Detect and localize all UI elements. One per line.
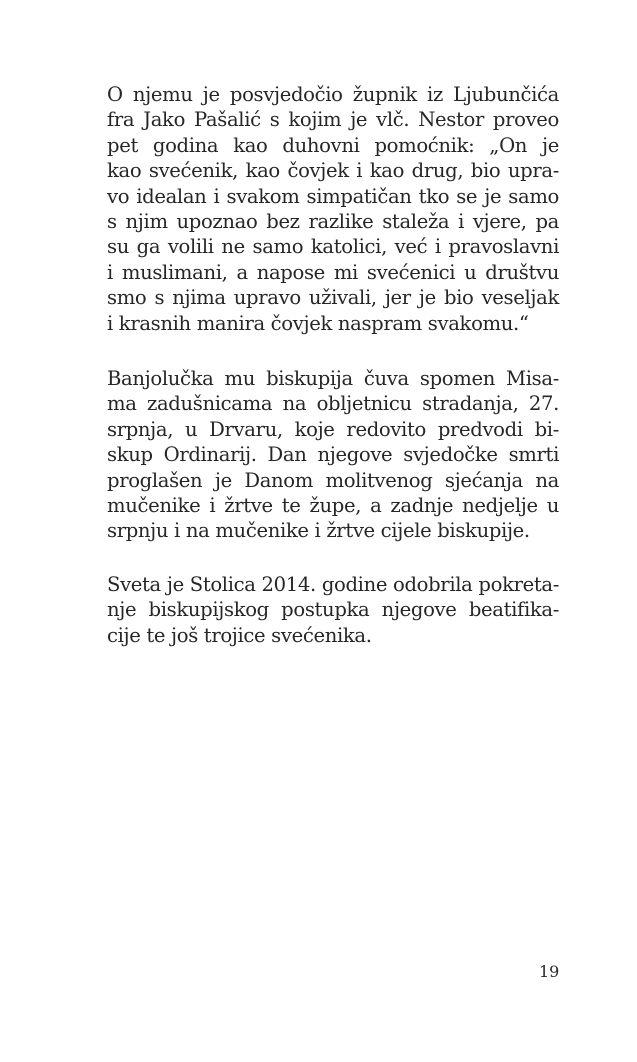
text-line: srpnju i na mučenike i žrtve cijele biskupije. xyxy=(107,519,530,543)
paragraph-beatification xyxy=(107,572,559,648)
text-line: s njim upoznao bez razlike staleža i vjere, pa xyxy=(107,209,559,233)
text-line: fra Jako Pašalić s kojim je vlč. Nestor proveo xyxy=(107,108,559,132)
text-line: cije te još trojice svećenika. xyxy=(107,623,372,647)
text-line: srpnja, u Drvaru, koje redovito predvodi bi- xyxy=(107,417,559,441)
paragraph-testimony xyxy=(107,82,559,336)
text-line: smo s njima upravo uživali, jer je bio veseljak xyxy=(107,286,559,310)
text-line: Sveta je Stolica 2014. godine odobrila pokreta- xyxy=(107,573,559,596)
text-line: Banjolučka mu biskupija čuva spomen Misa- xyxy=(107,367,559,390)
text-line: vo idealan i svakom simpatičan tko se je samo xyxy=(107,184,559,208)
page-number: 19 xyxy=(539,962,560,981)
text-line: O njemu je posvjedočio župnik iz Ljubunčića xyxy=(107,83,559,106)
paragraph-remembrance xyxy=(107,366,559,544)
text-line: su ga volili ne samo katolici, već i pravoslavni xyxy=(107,235,559,259)
text-line: mučenike i žrtve te župe, a zadnje nedjelje u xyxy=(107,493,559,517)
text-line: ma zadušnicama na obljetnicu stradanja, 27. xyxy=(107,392,559,416)
text-line: proglašen je Danom molitvenog sjećanja na xyxy=(107,468,559,492)
text-line: nje biskupijskog postupka njegove beatifika- xyxy=(107,598,559,622)
text-line: i muslimani, a napose mi svećenici u društvu xyxy=(107,260,559,284)
text-line: i krasnih manira čovjek naspram svakomu.“ xyxy=(107,311,529,335)
text-line: skup Ordinarij. Dan njegove svjedočke smrti xyxy=(107,443,559,467)
text-line: pet godina kao duhovni pomoćnik: „On je xyxy=(107,133,559,157)
text-line: kao svećenik, kao čovjek i kao drug, bio upra- xyxy=(107,159,559,183)
